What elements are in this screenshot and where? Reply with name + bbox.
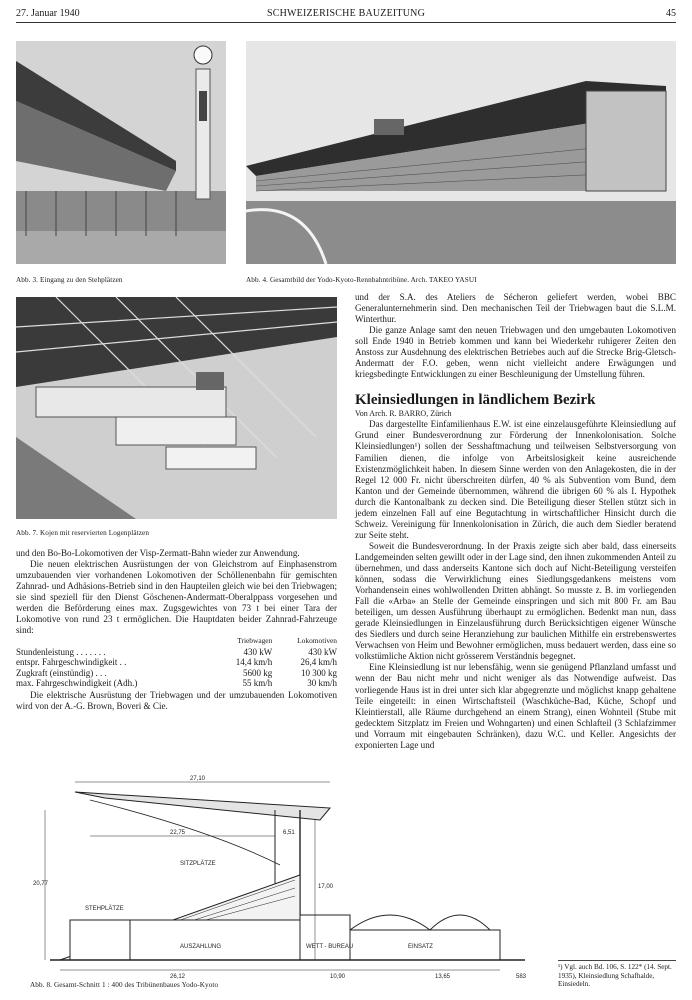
fig7-caption: Abb. 7. Kojen mit reservierten Logenplätzen — [16, 529, 150, 537]
article-byline: Von Arch. R. BARRO, Zürich — [355, 409, 452, 419]
left-paragraph-1: und den Bo-Bo-Lokomotiven der Visp-Zermatt-Bahn wieder zur Anwendung. — [16, 548, 300, 558]
footnote: ¹) Vgl. auch Bd. 106, S. 122* (14. Sept. 1935), Kleinsiedlung Schafhalde, Einsiedeln. — [558, 963, 672, 989]
dim-right: 17,00 — [318, 884, 334, 890]
dim-inner: 22,75 — [170, 830, 186, 836]
left-paragraph-2: Die neuen elektrischen Ausrüstungen der von Gleichstrom auf Einphasenstrom umzubauenden vier vorhandenen Lokomotiven der Schöllenenbahn für gemischten Zahnrad- und Adhäsions-Betrieb sind in den Haupteilen gleich wie bei den Triebwagen; sie sind speziell für den Dienst Göschenen-Andermatt-Oberalppass vorgesehen und werden die Beförderung eines max. Zugsgewichtes von 73 t bei einer Tara der Lokomotive von rund 23 t ermöglichen. Die Hauptdaten beider Zahnrad-Fahrzeuge sind: — [16, 559, 337, 636]
dim-left: 20,77 — [33, 881, 49, 887]
left-column-text — [16, 548, 337, 713]
header-rule — [16, 22, 676, 23]
table-cell: Zugkraft (einstündig) . . . — [16, 667, 107, 678]
dim-b1: 26,12 — [170, 974, 186, 980]
table-cell: 14,4 km/h — [235, 657, 273, 668]
table-cell: 430 kW — [243, 646, 273, 657]
drawing-stamp: 583 — [516, 974, 527, 980]
right-paragraph-2: Die ganze Anlage samt den neuen Triebwagen und den umgebauten Lokomotiven soll Ende 1940 in Betrieb kommen und kann bei Wiederkehr ruhigerer Zeiten den Anstoss zur Ausdehnung des elektrischen Betriebes auch auf die Strecke Brig-Gletsch-Andermatt der F.O. geben, wenn nicht vielleicht andere Erwägungen und kriegsbedingte Entwicklungen zu einer Beschleunigung der Umstellung führen. — [355, 325, 676, 380]
left-paragraph-3: Die elektrische Ausrüstung der Triebwagen und der umzubauenden Lokomotiven wird von der A.-G. Brown, Boveri & Cie. — [16, 690, 337, 712]
article-title: Kleinsiedlungen in ländlichem Bezirk — [355, 392, 596, 409]
table-cell: 430 kW — [308, 646, 337, 657]
photo-entrance — [16, 41, 226, 264]
issue-date: 27. Januar 1940 — [16, 8, 80, 19]
table-cell: max. Fahrgeschwindigkeit (Adh.) — [16, 678, 138, 688]
photo-private-boxes — [16, 297, 337, 519]
table-cell: 30 km/h — [307, 678, 337, 688]
dim-b3: 13,65 — [435, 974, 451, 980]
table-head-lokomotiven: Lokomotiven — [297, 636, 337, 646]
fig3-caption: Abb. 3. Eingang zu den Stehplätzen — [16, 276, 123, 284]
section-drawing — [30, 770, 540, 980]
label-auszahlung: AUSZAHLUNG — [180, 944, 222, 950]
dim-top: 27,10 — [190, 776, 206, 782]
table-row — [16, 657, 337, 667]
table-cell: 26,4 km/h — [300, 657, 337, 668]
page-header — [16, 8, 676, 22]
right-paragraph-1: und der S.A. des Ateliers de Sécheron geliefert werden, wobei BBC Generalunternehmerin sind. Den mechanischen Teil der Triebwagen baut die S.L.M. Winterthur. — [355, 292, 676, 325]
label-stehplaetze: STEHPLÄTZE — [85, 906, 124, 912]
table-cell: 10 300 kg — [301, 667, 337, 678]
page-number: 45 — [666, 8, 676, 19]
label-wett-bureau: WETT - BUREAU — [306, 944, 354, 950]
table-head-empty — [16, 636, 213, 646]
table-row — [16, 647, 337, 657]
dim-b2: 10,90 — [330, 974, 346, 980]
footnote-rule — [558, 960, 676, 961]
table-cell: Stundenleistung . . . . . . . — [16, 646, 106, 657]
right-column-text — [355, 292, 676, 751]
table-head-triebwagen: Triebwagen — [237, 636, 273, 646]
table-cell: 55 km/h — [242, 678, 273, 688]
right-paragraph-3: Das dargestellte Einfamilienhaus E.W. ist eine einzelausgeführte Kleinsiedlung auf Grund einer Bundesverordnung zur Förderung der Innenkolonisation. Solche Kleinsiedlungen¹) sollen der Sesshaftmachung und teilweisen Selbstversorgung von Familien dienen, die infolge von Arbeitslosigkeit keine ausreichende Existenzmöglichkeit haben. In diesem Sinne werden von den Anlagekosten, die in der Regel 12 000 Fr. nicht überschreiten dürfen, 40 % als Subvention vom Bund, dem Kanton und der Gemeinde übernommen, während die übrigen 60 % als I. Hypothek durch die Kantonalbank zu decken sind. Die Beteiligung dieser Stellen stützt sich in jedem einzelnen Fall auf eine Begutachtung in wirtschaftlicher Hinsicht durch die Schweiz. Vereinigung für Innenkolonisation in Zürich, die auch dem Siedler beratend zur Seite steht. — [355, 419, 676, 540]
right-paragraph-5: Eine Kleinsiedlung ist nur lebensfähig, wenn sie genügend Pflanzland umfasst und wenn der Bau nicht mehr und nicht weniger als das Notwendige aufweist. Das vorliegende Haus ist in drei unter sich klar abgegrenzte und möglichst knapp gehaltene Teile eingeteilt: in einen Wirtschaftsteil (Waschküche-Bad, Küche, Schopf und Kleintierstall, alle Räume durchgehend an einem Strang), einen Wohnteil (Stube mit gedecktem Sitzplatz im Freien und Wohngarten) und einen Schlafteil (3 Schlafzimmer und Vorraum mit eingebauten Schränken), dazu W.C. und Keller. Angesichts der exponierten Lage und — [355, 662, 676, 750]
fig4-caption: Abb. 4. Gesamtbild der Yodo-Kyoto-Rennbahntribüne. Arch. TAKEO YASUI — [246, 276, 477, 284]
dim-651: 6,51 — [283, 830, 295, 836]
locomotive-data-table — [16, 636, 337, 688]
table-cell: entspr. Fahrgeschwindigkeit . . — [16, 657, 127, 668]
photo-grandstand-overview — [246, 41, 676, 264]
label-einsatz: EINSATZ — [408, 944, 433, 950]
journal-title: SCHWEIZERISCHE BAUZEITUNG — [266, 8, 426, 19]
table-cell: 5600 kg — [243, 667, 273, 678]
table-row — [16, 668, 337, 678]
label-sitzplaetze: SITZPLÄTZE — [180, 861, 216, 867]
table-row — [16, 678, 337, 688]
fig8-caption: Abb. 8. Gesamt-Schnitt 1 : 400 des Tribünenbaues Yodo-Kyoto — [30, 981, 219, 989]
right-paragraph-4: Soweit die Bundesverordnung. In der Praxis zeigte sich aber bald, dass einerseits Landgemeinden selten gewillt oder in der Lage sind, den ihnen zukommenden Anteil zu übernehmen, und dass anderseits Kantone sich doch auf Nicht-Beteiligung versteifen können, sodass die Verwirklichung eines Siedlungsgedankens meistens vom Vorhandensein eines wohlwollenden Dritten abhängt. So musste z. B. im vorliegenden Fall die «Arba» an Stelle der Gemeinde einspringen und sich mit 800 Fr. am Bau beteiligen, um dessen Ausführung überhaupt zu ermöglichen. Bedenkt man nun, dass gerade Kleinsiedlungen in Einzelausführung durch Berücksichtigen eigener Wünsche des Siedlers und durch seine Heranziehung zur baulichen Mithilfe ein erstrebenswertes Verwachsen von Heim und Bewohner ermöglichen, muss bedauert werden, dass eine so volkstümliche Aktion nicht grösserem Verständnis begegnet. — [355, 540, 676, 662]
